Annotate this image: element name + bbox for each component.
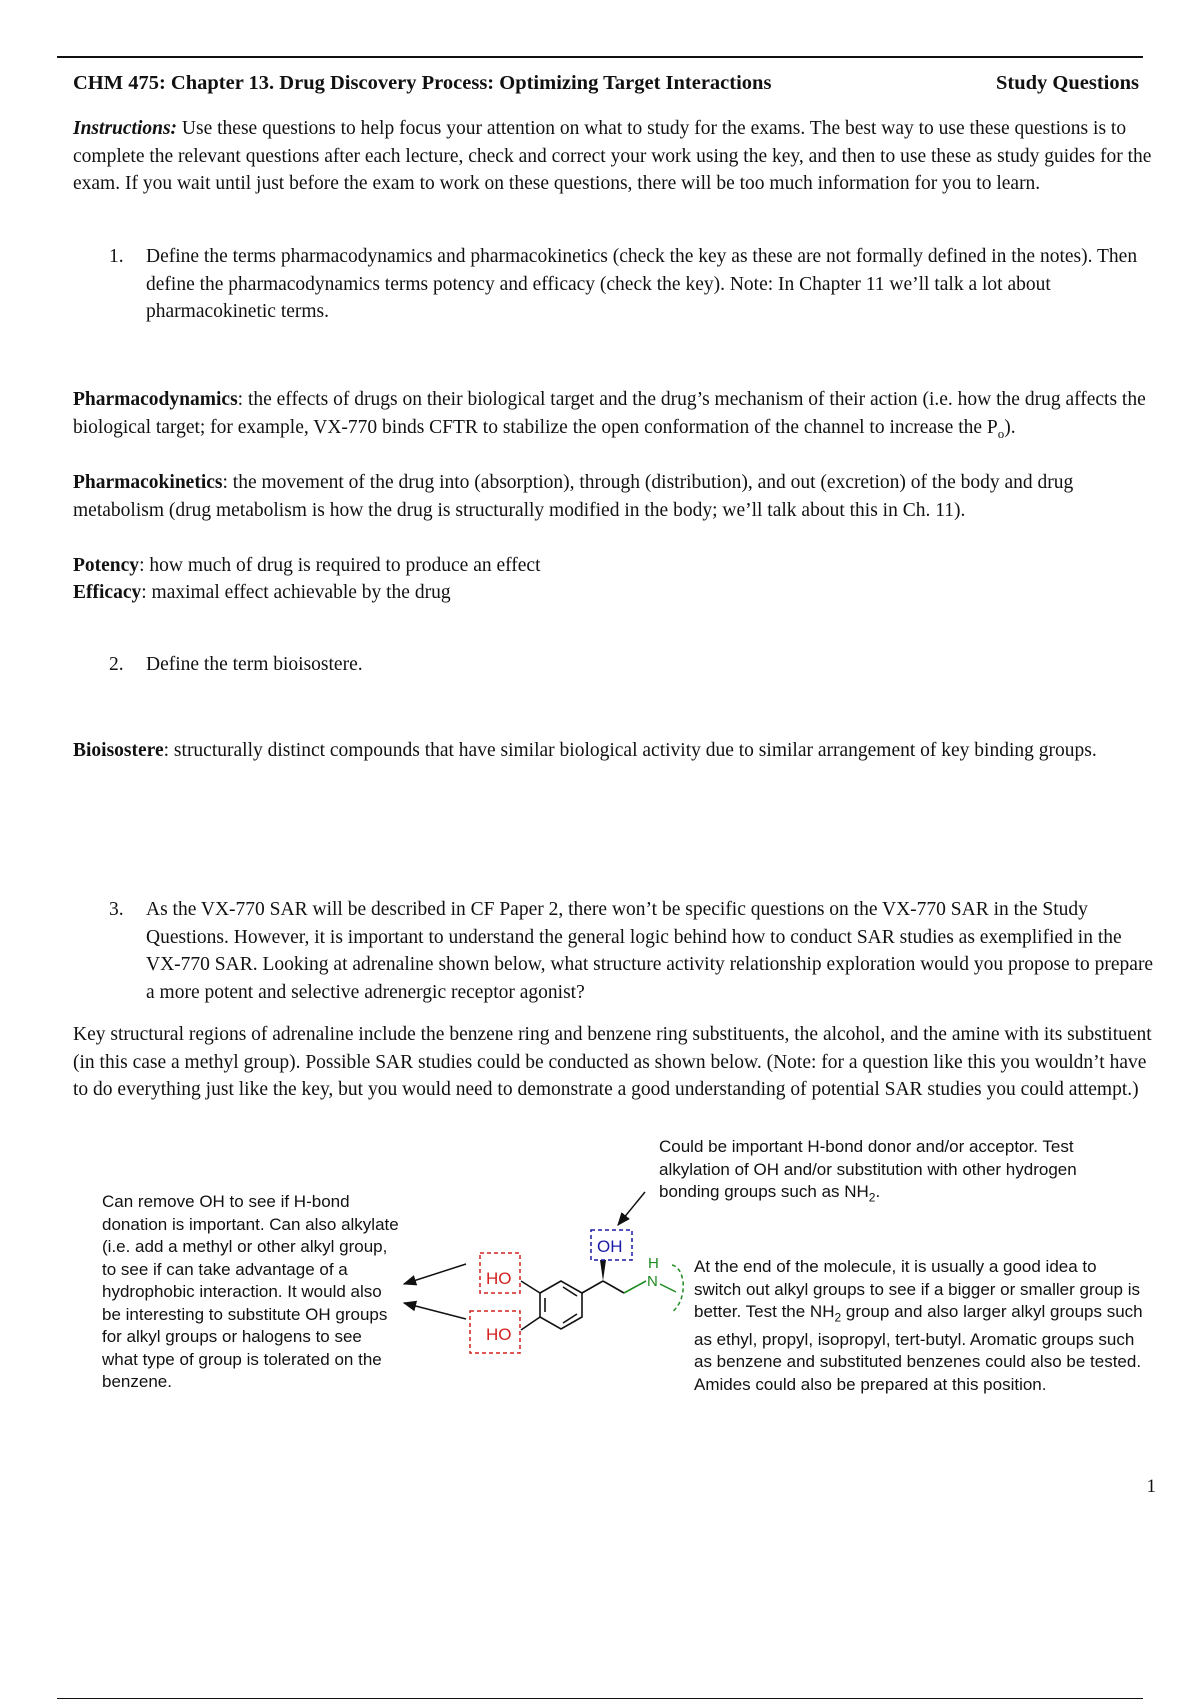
- arrow-to-ho1-note: [404, 1264, 466, 1284]
- page-number: 1: [1146, 1476, 1156, 1497]
- benzene-ring: [540, 1281, 582, 1329]
- bond-ho2: [521, 1317, 540, 1330]
- bond-chain-2: [603, 1281, 624, 1293]
- methyl-highlight-arc: [672, 1265, 683, 1312]
- note-text-end: .: [875, 1182, 881, 1201]
- label-n: N: [647, 1273, 658, 1290]
- bond-chain-3: [624, 1281, 646, 1293]
- term-definition: : the movement of the drug into (absorption), through (distribution), and out (excretion) of the body and drug metabolism (drug metabolism is how the drug is structurally modified in the body; we’ll talk about this in Ch. 11).: [73, 472, 1074, 521]
- bond-chain-1: [582, 1281, 603, 1293]
- subscript: o: [997, 425, 1005, 441]
- label-ho1: HO: [486, 1269, 512, 1288]
- stereo-wedge: [600, 1260, 606, 1281]
- bottom-rule: [57, 1698, 1143, 1699]
- label-h: H: [648, 1255, 659, 1272]
- subscript: 2: [834, 1310, 842, 1325]
- question-text: Define the terms pharmacodynamics and pharmacokinetics (check the key as these are not formally defined in the notes). Then define the pharmacodynamics terms potency and efficacy (check the key). Note: In Chapter 11 we’ll talk a lot about pharmacokinetic terms.: [146, 246, 1138, 322]
- term-definition: : the effects of drugs on their biological target and the drug’s mechanism of their action (i.e. how the drug affects the biological target; for example, VX-770 binds CFTR to stabilize the open conformation of the channel to increase the P: [73, 389, 1146, 438]
- question-text: Define the term bioisostere.: [146, 654, 363, 675]
- question-number: 2.: [109, 654, 124, 675]
- question-number: 1.: [109, 246, 124, 267]
- term-definition: : maximal effect achievable by the drug: [141, 582, 451, 603]
- term-label: Potency: [73, 555, 140, 576]
- term-label: Efficacy: [73, 582, 142, 603]
- answer-3-paragraph: Key structural regions of adrenaline include the benzene ring and benzene ring substituents, the alcohol, and the amine with its substituent (in this case a methyl group). Possible SAR studies could be conducted as shown below. (Note: for a question like this you wouldn’t have to do everything just like the key, but you would need to demonstrate a good understanding of potential SAR studies you could attempt.): [73, 1024, 1152, 1100]
- term-definition-end: ).: [1004, 416, 1016, 438]
- subscript: 2: [868, 1190, 876, 1205]
- note-left: Can remove OH to see if H-bond donation is important. Can also alkylate (i.e. add a methyl or other alkyl group, to see if can take advantage of a hydrophobic interaction. It would also be interesting to substitute OH groups for alkyl groups or halogens to see what type of group is tolerated on the benzene.: [102, 1192, 399, 1391]
- term-label: Pharmacodynamics: [73, 389, 238, 410]
- term-definition: : structurally distinct compounds that have similar biological activity due to similar arrangement of key binding groups.: [163, 740, 1097, 761]
- label-oh: OH: [597, 1237, 623, 1256]
- page-title: CHM 475: Chapter 13. Drug Discovery Process: Optimizing Target Interactions: [73, 72, 772, 94]
- note-text: Could be important H-bond donor and/or acceptor. Test alkylation of OH and/or substitution with other hydrogen bonding groups such as NH: [659, 1137, 1077, 1201]
- question-text: As the VX-770 SAR will be described in CF Paper 2, there won’t be specific questions on the VX-770 SAR in the Study Questions. However, it is important to understand the general logic behind how to conduct SAR studies as exemplified in the VX-770 SAR. Looking at adrenaline shown below, what structure activity relationship exploration would you propose to prepare a more potent and selective adrenergic receptor agonist?: [146, 899, 1154, 1003]
- label-ho2: HO: [486, 1325, 512, 1344]
- question-number: 3.: [109, 899, 124, 920]
- note-text: At the end of the molecule, it is usually a good idea to switch out alkyl groups to see if a bigger or smaller group is better. Test the NH: [694, 1257, 1140, 1321]
- term-label: Bioisostere: [73, 740, 164, 761]
- note-text-end: group and also larger alkyl groups such as ethyl, propyl, isopropyl, tert-butyl. Aromatic groups such as benzene and substituted benzenes could also be tested. Amides could also be prepared at this position.: [694, 1302, 1143, 1394]
- instructions-text: Use these questions to help focus your attention on what to study for the exams. The best way to use these questions is to complete the relevant questions after each lecture, check and correct your work using the key, and then to use these as study guides for the exam. If you wait until just before the exam to work on these questions, there will be too much information for you to learn.: [73, 118, 1152, 194]
- arrow-to-oh: [618, 1192, 645, 1225]
- header-right-label: Study Questions: [996, 72, 1139, 94]
- bond-n-methyl: [660, 1284, 676, 1292]
- bond-ho1: [521, 1281, 540, 1293]
- instructions-label: Instructions:: [73, 118, 178, 139]
- term-definition: : how much of drug is required to produce an effect: [139, 555, 541, 576]
- term-label: Pharmacokinetics: [73, 472, 223, 493]
- arrow-to-ho2-note: [404, 1303, 466, 1319]
